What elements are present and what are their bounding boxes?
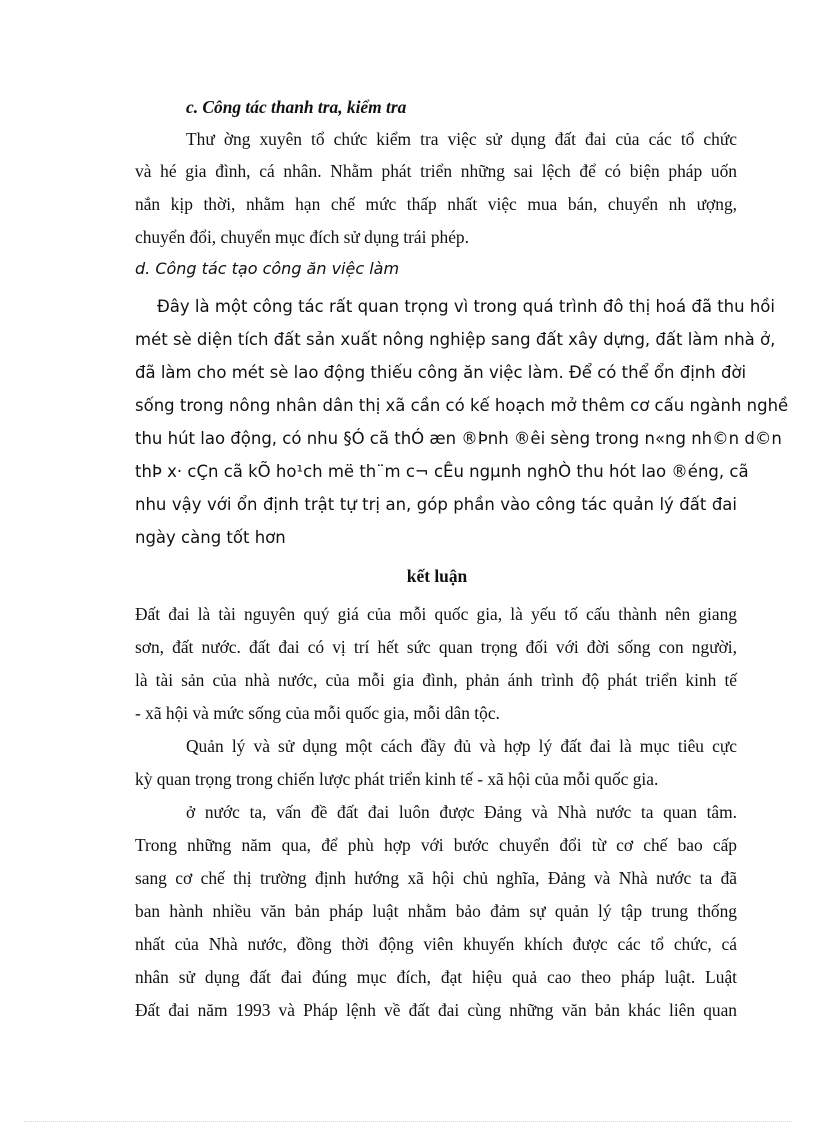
section-d-line: sống trong nông nhân dân thị xã cần có kế hoạch mở thêm cơ cấu ngành nghề [135, 396, 789, 415]
conclusion-title: kết luận [406, 566, 468, 586]
section-d-line: đã làm cho mét sè lao động thiếu công ăn việc làm. Để có thể ổn định đời [135, 363, 747, 382]
section-c-line: và hé gia đình, cá nhân. Nhằm phát triển những sai lệch để có biện pháp uốn [135, 161, 737, 181]
conclusion-p1-line: - xã hội và mức sống của mỗi quốc gia, mỗi dân tộc. [135, 703, 500, 723]
conclusion-p3-line: ban hành nhiều văn bản pháp luật nhằm bảo đảm sự quản lý tập trung thống [135, 901, 737, 921]
conclusion-p3-line: Trong những năm qua, để phù hợp với bước chuyển đổi từ cơ chế bao cấp [135, 835, 737, 855]
conclusion-p1-line: Đất đai là tài nguyên quý giá của mỗi quốc gia, là yếu tố cấu thành nên giang [135, 604, 737, 624]
page-bottom-divider [24, 1121, 792, 1122]
section-d-line: thÞ x· cÇn cã kÕ ho¹ch më th¨m c¬ cÊu ngµnh nghÒ thu hót lao ®éng, cã [135, 462, 749, 481]
section-d-line: Đây là một công tác rất quan trọng vì trong quá trình đô thị hoá đã thu hồi [157, 297, 775, 316]
conclusion-p3-line: sang cơ chế thị trường định hướng xã hội chủ nghĩa, Đảng và Nhà nước ta đã [135, 868, 737, 888]
section-c-line: chuyển đổi, chuyển mục đích sử dụng trái phép. [135, 227, 469, 247]
conclusion-p3-line: nhất của Nhà nước, đồng thời động viên khuyến khích được các tổ chức, cá [135, 934, 737, 954]
section-d-line: mét sè diện tích đất sản xuất nông nghiệp sang đất xây dựng, đất làm nhà ở, [135, 330, 776, 349]
conclusion-p3-line: ở nước ta, vấn đề đất đai luôn được Đảng và Nhà nước ta quan tâm. [186, 802, 737, 822]
section-d-heading: d. Công tác tạo công ăn việc làm [135, 259, 400, 278]
section-c-heading: c. Công tác thanh tra, kiểm tra [186, 97, 407, 117]
conclusion-p2-line: Quản lý và sử dụng một cách đầy đủ và hợp lý đất đai là mục tiêu cực [186, 736, 737, 756]
conclusion-p3-line: Đất đai năm 1993 và Pháp lệnh về đất đai cùng những văn bản khác liên quan [135, 1000, 737, 1020]
section-c-line: Thư ờng xuyên tổ chức kiểm tra việc sử dụng đất đai của các tổ chức [186, 129, 737, 149]
conclusion-p1-line: là tài sản của nhà nước, của mỗi gia đình, phản ánh trình độ phát triển kinh tế [135, 670, 737, 690]
section-d-line: thu hút lao động, có nhu §Ó cã thÓ æn ®Þnh ®êi sèng trong n«ng nh©n d©n [135, 429, 782, 448]
section-d-line: nhu vậy với ổn định trật tự trị an, góp phần vào công tác quản lý đất đai [135, 495, 737, 514]
conclusion-p3-line: nhân sử dụng đất đai đúng mục đích, đạt hiệu quả cao theo pháp luật. Luật [135, 967, 737, 987]
conclusion-p2-line: kỳ quan trọng trong chiến lược phát triển kinh tế - xã hội của mỗi quốc gia. [135, 769, 659, 789]
conclusion-p1-line: sơn, đất nước. đất đai có vị trí hết sức quan trọng đối với đời sống con người, [135, 637, 737, 657]
section-c-line: nắn kịp thời, nhằm hạn chế mức thấp nhất việc mua bán, chuyển nh ượng, [135, 194, 737, 214]
section-d-line: ngày càng tốt hơn [135, 528, 286, 547]
